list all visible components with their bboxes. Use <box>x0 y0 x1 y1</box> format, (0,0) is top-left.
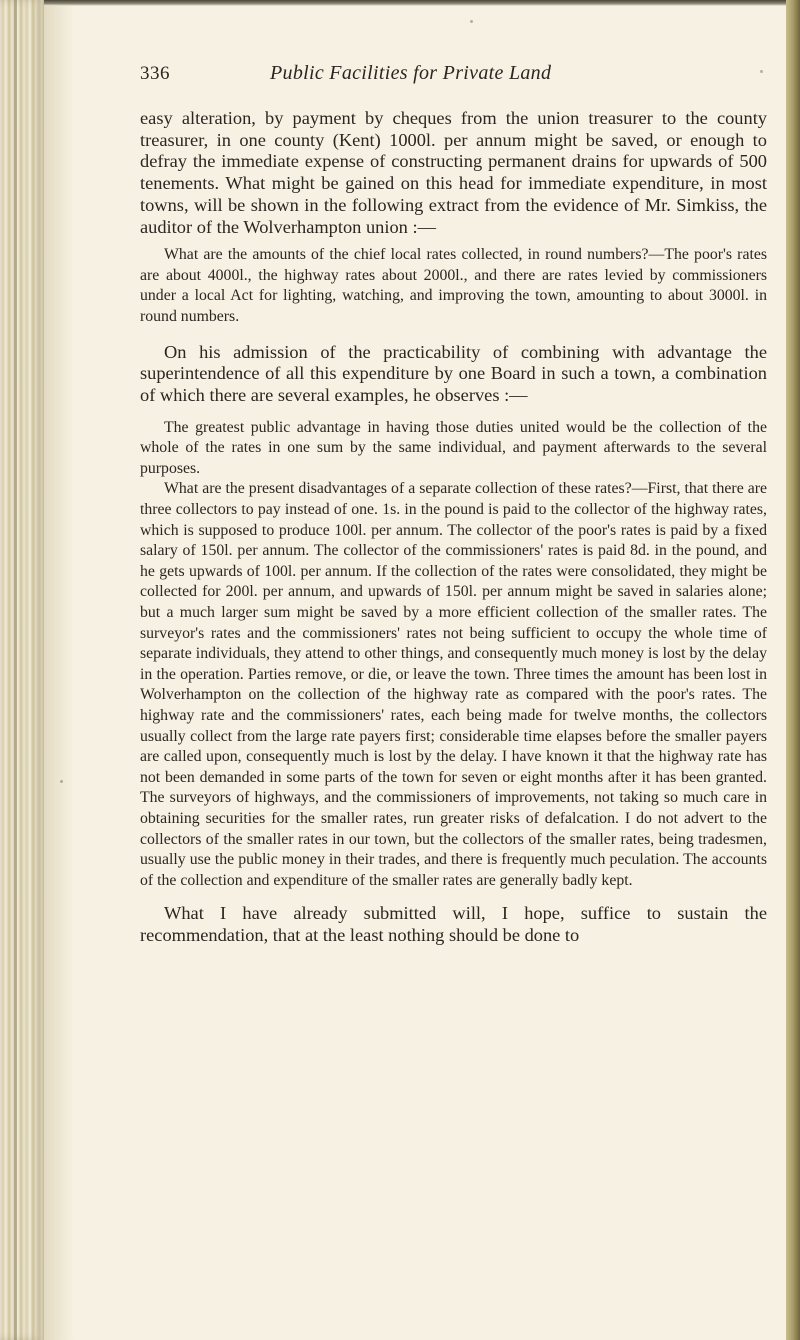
running-title: Public Facilities for Private Land <box>270 62 552 84</box>
page-body <box>140 108 767 947</box>
quoted-evidence-1: What are the amounts of the chief local rates collected, in round numbers?—The poor's rates are about 4000l., the highway rates about 2000l., and there are rates levied by commissioners under a local Act for lighting, watching, and improving the town, amounting to about 3000l. in round numbers. <box>140 246 767 325</box>
page-top-shadow <box>44 0 786 6</box>
paper-speck <box>470 20 473 23</box>
page-edge <box>786 0 800 1340</box>
paragraph-1: easy alteration, by payment by cheques from the union treasurer to the county treasurer, in one county (Kent) 1000l. per annum might be saved, or enough to defray the immediate expense of constructing permanent drains for upwards of 500 tenements. What might be gained on this head for immediate expenditure, in most towns, will be shown in the following extract from the evidence of Mr. Simkiss, the auditor of the Wolverhampton union :— <box>140 108 767 237</box>
quoted-evidence-3: What are the present disadvantages of a separate collection of these rates?—First, that there are three collectors to pay instead of one. 1s. in the pound is paid to the collector of the highway rates, which is supposed to produce 100l. per annum. The collector of the poor's rates is paid by a fixed salary of 150l. per annum. The collector of the commissioners' rates is paid 8d. in the pound, and he gets upwards of 100l. per annum. If the collection of the rates were consolidated, they might be collected for 200l. per annum, and upwards of 150l. per annum might be saved in salaries alone; but a much larger sum might be saved by a more efficient collection of the smaller rates. The surveyor's rates and the commissioners' rates not being sufficient to occupy the whole time of separate individuals, they attend to other things, and consequently much money is lost by the delay in the operation. Parties remove, or die, or leave the town. Three times the amount has been lost in Wolverhampton on the collection of the highway rate as compared with the poor's rates. The highway rate and the commissioners' rates, each being made for twelve months, the collectors usually collect from the large rate payers first; considerable time elapses before the smaller payers are called upon, consequently much is lost by the delay. I have known it that the highway rate has not been demanded in some parts of the town for seven or eight months after it has been granted. The surveyors of highways, and the commissioners of improvements, not taking so much care in obtaining securities for the smaller rates, run greater risks of defalcation. I do not advert to the collectors of the smaller rates in our town, but the collectors of the smaller rates, being tradesmen, usually use the public money in their trades, and there is frequently much peculation. The accounts of the collection and expenditure of the smaller rates are generally badly kept. <box>140 480 767 889</box>
paper-speck <box>760 70 763 73</box>
paragraph-2: On his admission of the practicability of combining with advantage the superintendence of all this expenditure by one Board in such a town, a combination of which there are several examples, he observes :— <box>140 341 767 405</box>
quoted-evidence-2: The greatest public advantage in having those duties united would be the collection of the whole of the rates in one sum by the same individual, and payment afterwards to the several purposes. <box>140 418 767 477</box>
page-header <box>140 62 780 90</box>
paper-speck <box>60 780 63 783</box>
paragraph-3: What I have already submitted will, I hope, suffice to sustain the recommendation, that at the least nothing should be done to <box>140 903 767 946</box>
page-number: 336 <box>140 63 170 84</box>
book-gutter <box>0 0 44 1340</box>
